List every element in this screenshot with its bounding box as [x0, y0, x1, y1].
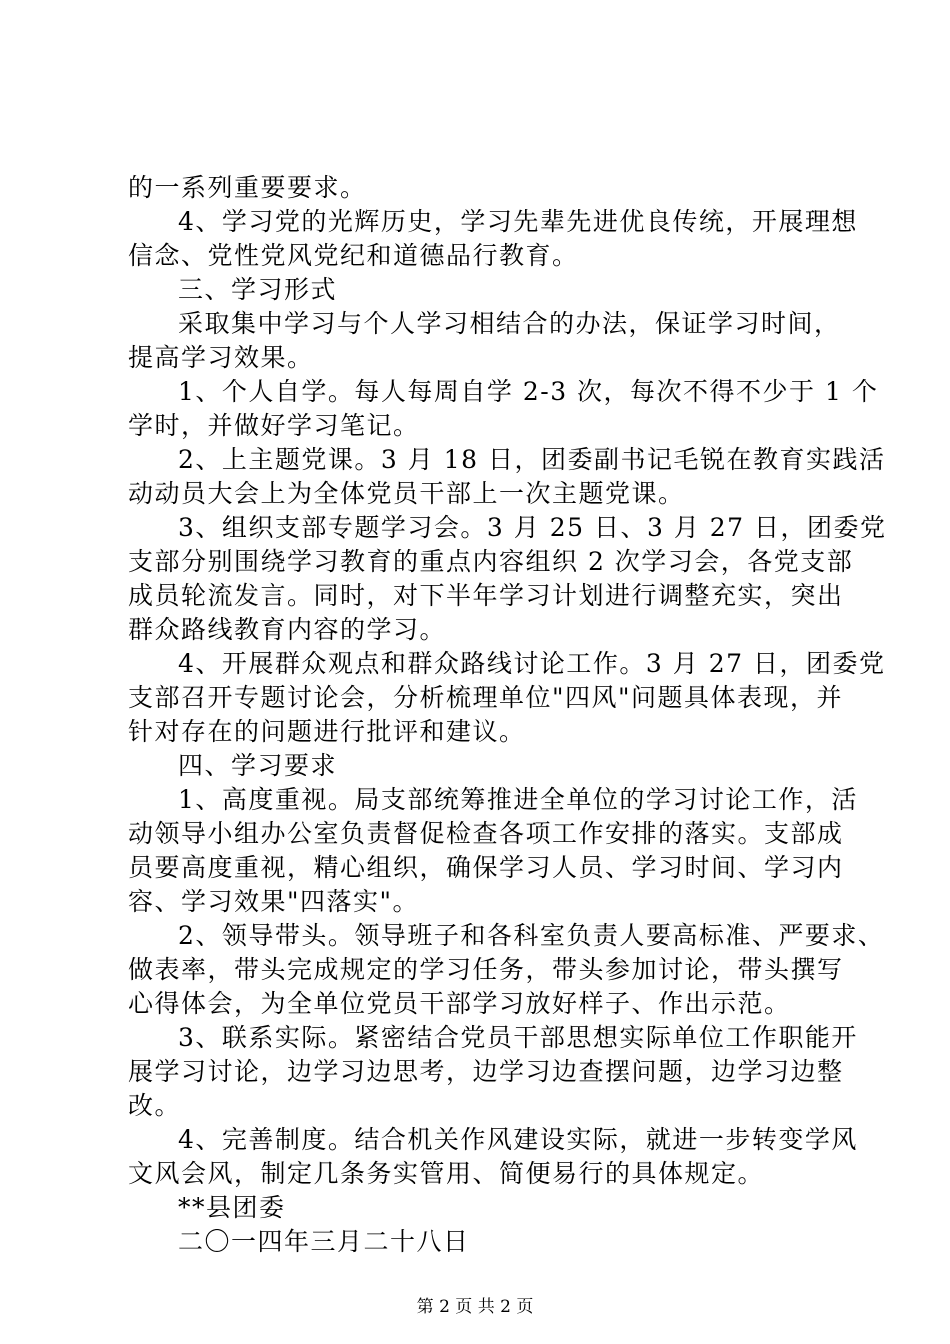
text-line: 4、完善制度。结合机关作风建设实际，就进一步转变学风 — [178, 1125, 858, 1154]
text-line: 容、学习效果"四落实"。 — [128, 887, 419, 916]
text-line: 1、高度重视。局支部统筹推进全单位的学习讨论工作，活 — [178, 785, 858, 814]
text-line: 展学习讨论，边学习边思考，边学习边查摆问题，边学习边整 — [128, 1057, 844, 1086]
text-line: 提高学习效果。 — [128, 343, 314, 372]
text-line: 员要高度重视，精心组织，确保学习人员、学习时间、学习内 — [128, 853, 844, 882]
text-line: 的一系列重要要求。 — [128, 173, 367, 202]
text-line: 支部分别围绕学习教育的重点内容组织 2 次学习会，各党支部 — [128, 547, 854, 576]
text-line: 做表率，带头完成规定的学习任务，带头参加讨论，带头撰写 — [128, 955, 844, 984]
text-line: 4、学习党的光辉历史，学习先辈先进优良传统，开展理想 — [178, 207, 858, 236]
text-line: 2、领导带头。领导班子和各科室负责人要高标准、严要求、 — [178, 921, 885, 950]
text-line: 2、上主题党课。3 月 18 日，团委副书记毛锐在教育实践活 — [178, 445, 886, 474]
text-line: 群众路线教育内容的学习。 — [128, 615, 447, 644]
text-line: 3、组织支部专题学习会。3 月 25 日、3 月 27 日，团委党 — [178, 513, 887, 542]
text-line: 学时，并做好学习笔记。 — [128, 411, 420, 440]
text-line: 采取集中学习与个人学习相结合的办法，保证学习时间， — [178, 309, 841, 338]
text-line: 3、联系实际。紧密结合党员干部思想实际单位工作职能开 — [178, 1023, 858, 1052]
text-line: 支部召开专题讨论会，分析梳理单位"四风"问题具体表现，并 — [128, 683, 844, 712]
text-line: 1、个人自学。每人每周自学 2-3 次，每次不得不少于 1 个 — [178, 377, 879, 406]
signature-date: 二〇一四年三月二十八日 — [178, 1227, 470, 1256]
text-line: 成员轮流发言。同时，对下半年学习计划进行调整充实，突出 — [128, 581, 844, 610]
page-number-footer: 第 2 页 共 2 页 — [416, 1297, 534, 1317]
section-heading: 四、学习要求 — [178, 751, 338, 780]
text-line: 4、开展群众观点和群众路线讨论工作。3 月 27 日，团委党 — [178, 649, 886, 678]
text-line: 文风会风，制定几条务实管用、简便易行的具体规定。 — [128, 1159, 765, 1188]
text-line: 改。 — [128, 1091, 182, 1120]
text-line: 针对存在的问题进行批评和建议。 — [128, 717, 526, 746]
section-heading: 三、学习形式 — [178, 275, 338, 304]
text-line: 动动员大会上为全体党员干部上一次主题党课。 — [128, 479, 685, 508]
signature-organization: **县团委 — [178, 1193, 286, 1222]
text-line: 动领导小组办公室负责督促检查各项工作安排的落实。支部成 — [128, 819, 844, 848]
text-line: 心得体会，为全单位党员干部学习放好样子、作出示范。 — [128, 989, 791, 1018]
text-line: 信念、党性党风党纪和道德品行教育。 — [128, 241, 579, 270]
